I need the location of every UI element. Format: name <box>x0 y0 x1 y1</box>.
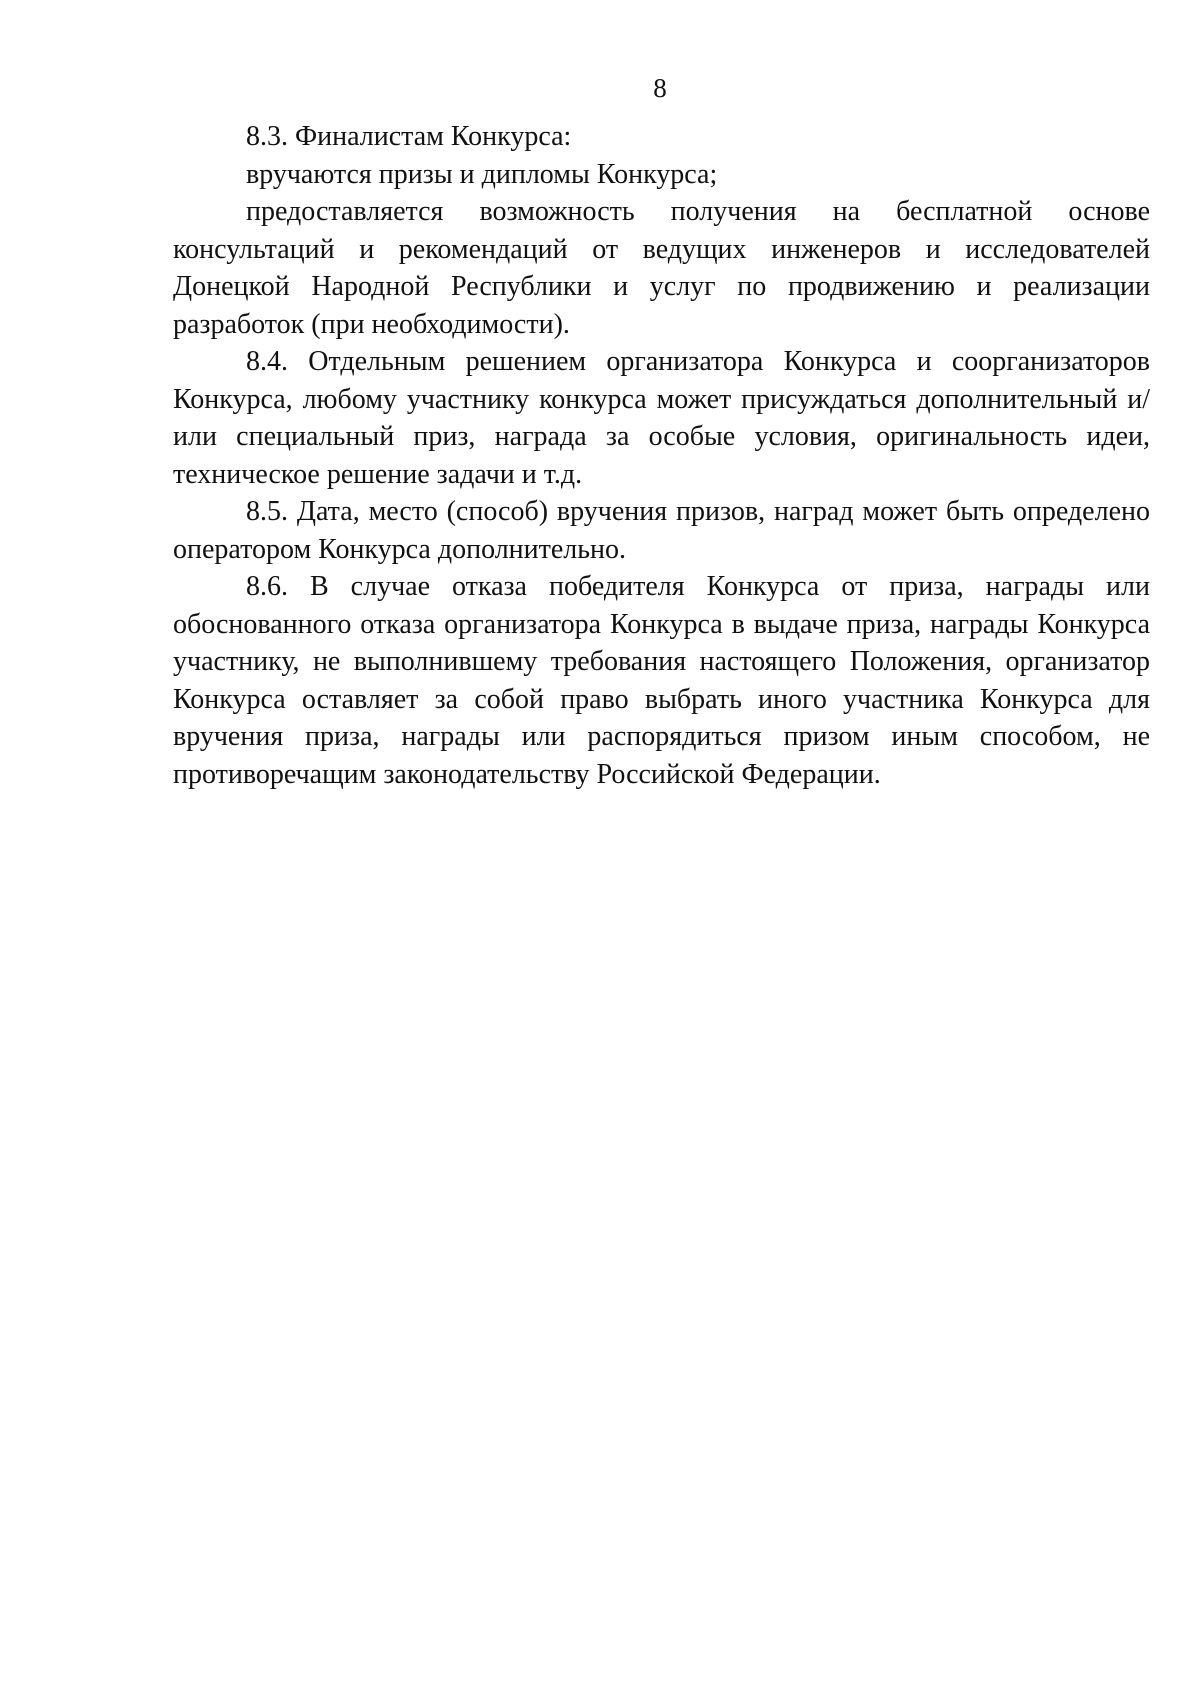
paragraph-8-3: 8.3. Финалистам Конкурса: <box>246 121 572 152</box>
document-body <box>173 118 1150 793</box>
paragraph-8-3-prizes: вручаются призы и дипломы Конкурса; <box>246 158 718 190</box>
paragraph-8-5: 8.5. Дата, место (способ) вручения призов, наград может быть определено оператором Конкурса дополнительно. <box>173 496 1150 565</box>
paragraph-8-3-consultations: предоставляется возможность получения на бесплатной основе консультаций и рекомендаций от ведущих инженеров и исследователей Донецкой Народной Республики и услуг по продвижению и реализации разработок (при необходимости). <box>173 196 1150 340</box>
page-number: 8 <box>653 73 667 103</box>
paragraph-8-6: 8.6. В случае отказа победителя Конкурса от приза, награды или обоснованного отказа организатора Конкурса в выдаче приза, награды Конкурса участнику, не выполнившему требования настоящего Положения, организатор Конкурса оставляет за собой право выбрать иного участника Конкурса для вручения приза, награды или распорядиться призом иным способом, не противоречащим законодательству Российской Федерации. <box>173 571 1150 790</box>
paragraph-8-4: 8.4. Отдельным решением организатора Конкурса и соорганизаторов Конкурса, любому участнику конкурса может присуждаться дополнительный и/или специальный приз, награда за особые условия, оригинальность идеи, техническое решение задачи и т.д. <box>173 346 1150 490</box>
